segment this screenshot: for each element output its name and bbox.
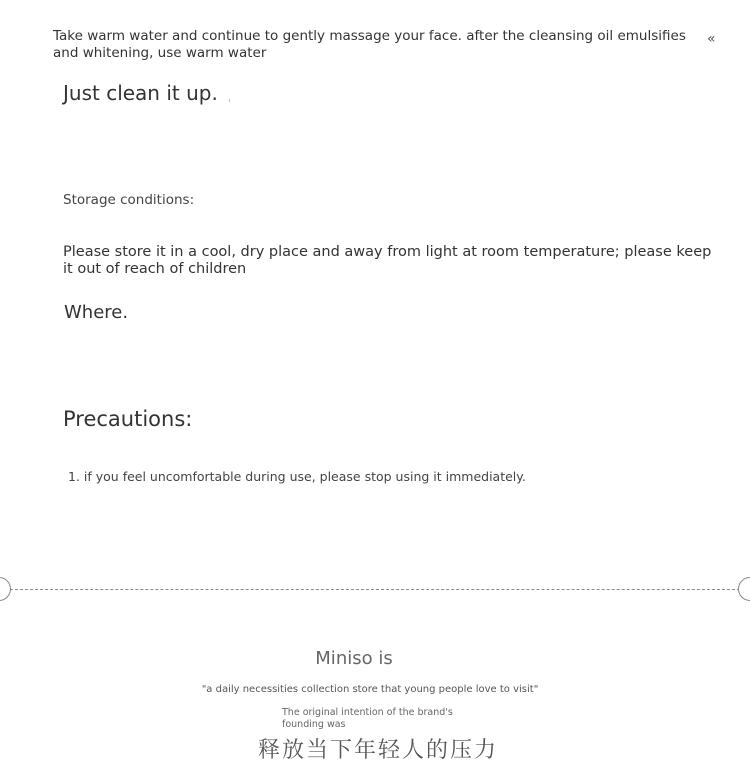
precaution-item: 1. if you feel uncomfortable during use, please stop using it immediately. [68,469,526,484]
dashed-divider [10,589,740,590]
precautions-heading: Precautions: [63,407,193,431]
clipped-glyph: « [707,31,716,47]
clean-it-up-text: Just clean it up. [63,81,218,105]
brand-chinese-slogan: 释放当下年轻人的压力 [257,738,498,763]
where-text: Where. [64,302,129,323]
brand-intro-text: The original intention of the brand's founding was [282,707,453,730]
storage-conditions-label: Storage conditions: [63,192,195,208]
storage-conditions-text: Please store it in a cool, dry place and away from light at room temperature; please keep it out of reach of children [63,244,712,277]
brand-title: Miniso is [315,648,393,669]
usage-instruction-text: Take warm water and continue to gently massage your face. after the cleansing oil emulsifies and whitening, use warm water [53,28,686,61]
stray-mark [229,99,230,102]
right-notch-circle [738,577,750,601]
brand-quote: "a daily necessities collection store that young people love to visit" [201,684,539,695]
left-notch-circle [0,577,11,601]
